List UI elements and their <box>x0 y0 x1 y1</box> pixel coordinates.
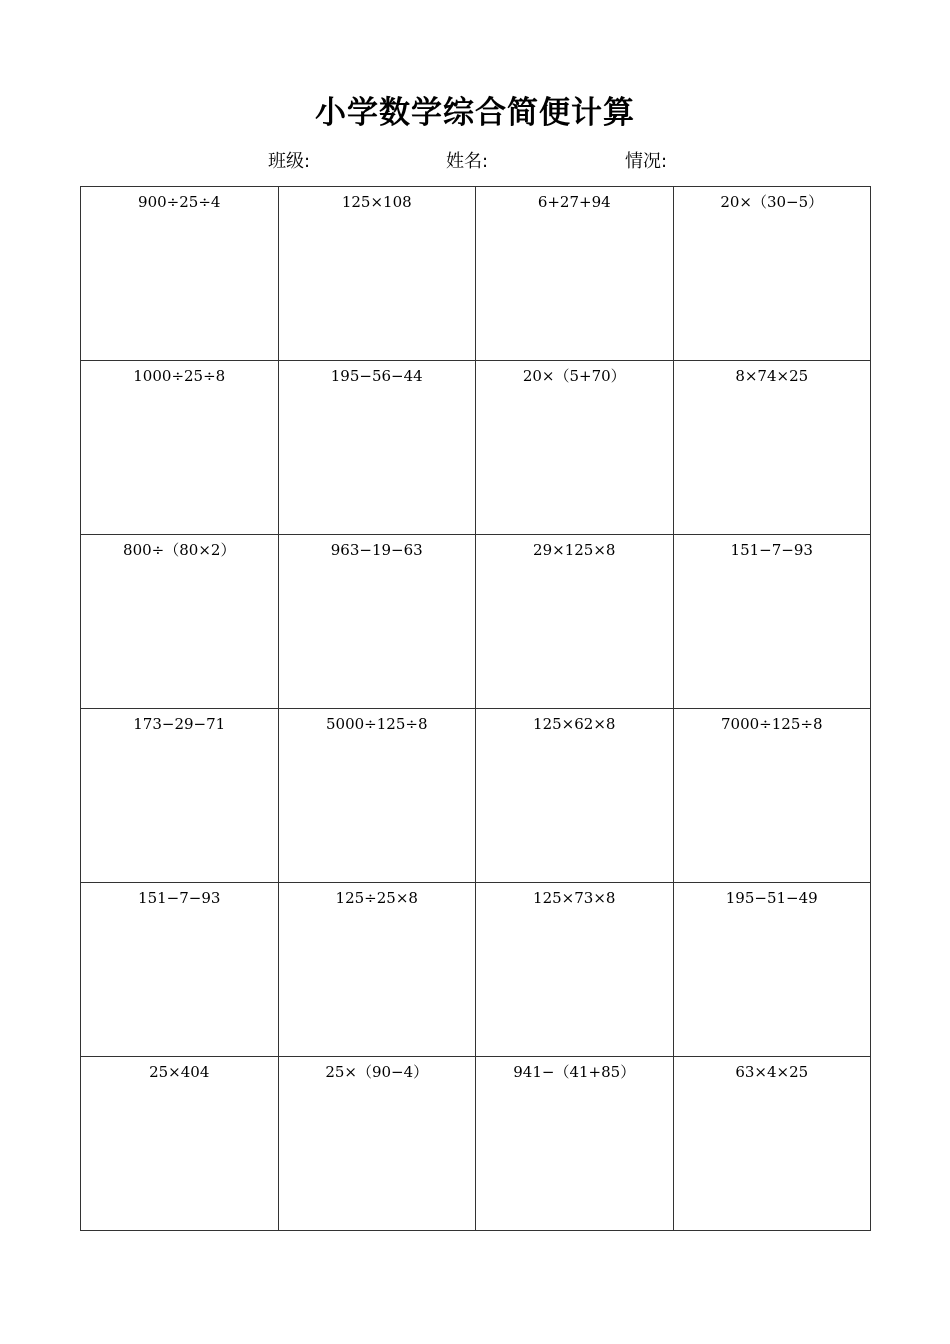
problem-cell <box>673 361 871 535</box>
problem-cell <box>81 1057 279 1231</box>
problem-cell <box>673 187 871 361</box>
problem-cell <box>673 1057 871 1231</box>
problem-cell <box>673 883 871 1057</box>
problem-grid <box>80 186 871 1231</box>
problem-cell <box>673 709 871 883</box>
problem-text: 195−51−49 <box>725 889 818 907</box>
status-field-label: 情况: <box>625 151 668 172</box>
problem-text: 800÷（80×2） <box>123 541 236 559</box>
problem-cell <box>278 535 476 709</box>
name-field-label: 姓名: <box>446 151 489 172</box>
problem-cell <box>476 1057 674 1231</box>
problem-text: 29×125×8 <box>533 541 616 559</box>
problem-cell <box>476 535 674 709</box>
problem-cell <box>278 1057 476 1231</box>
problem-row <box>81 1057 871 1231</box>
problem-text: 125×73×8 <box>533 889 616 907</box>
class-field-label: 班级: <box>268 151 311 172</box>
problem-row <box>81 709 871 883</box>
problem-text: 900÷25÷4 <box>138 193 221 211</box>
problem-text: 8×74×25 <box>735 367 809 385</box>
problem-text: 5000÷125÷8 <box>326 715 428 733</box>
problem-text: 125÷25×8 <box>335 889 418 907</box>
problem-text: 125×108 <box>341 193 412 211</box>
problem-text: 63×4×25 <box>735 1063 809 1081</box>
problem-row <box>81 361 871 535</box>
problem-text: 6+27+94 <box>537 193 611 211</box>
problem-text: 195−56−44 <box>330 367 423 385</box>
problem-text: 1000÷25÷8 <box>133 367 226 385</box>
problem-cell <box>81 535 279 709</box>
problem-text: 151−7−93 <box>730 541 813 559</box>
problem-text: 173−29−71 <box>133 715 226 733</box>
problem-row <box>81 535 871 709</box>
problem-cell <box>673 535 871 709</box>
problem-cell <box>476 361 674 535</box>
problem-cell <box>81 883 279 1057</box>
problem-cell <box>81 709 279 883</box>
problem-text: 151−7−93 <box>138 889 221 907</box>
problem-cell <box>278 709 476 883</box>
problem-row <box>81 187 871 361</box>
problem-text: 125×62×8 <box>533 715 616 733</box>
worksheet-title: 小学数学综合简便计算 <box>315 95 635 131</box>
problem-text: 20×（5+70） <box>522 367 626 385</box>
problem-cell <box>278 883 476 1057</box>
problem-cell <box>476 883 674 1057</box>
problem-text: 20×（30−5） <box>720 193 824 211</box>
problem-cell <box>278 361 476 535</box>
problem-text: 941−（41+85） <box>513 1063 636 1081</box>
problem-cell <box>476 187 674 361</box>
problem-cell <box>476 709 674 883</box>
problem-cell <box>81 187 279 361</box>
problem-cell <box>278 187 476 361</box>
problem-text: 963−19−63 <box>330 541 423 559</box>
problem-text: 7000÷125÷8 <box>721 715 823 733</box>
problem-row <box>81 883 871 1057</box>
problem-cell <box>81 361 279 535</box>
problem-text: 25×404 <box>149 1063 210 1081</box>
problem-text: 25×（90−4） <box>325 1063 429 1081</box>
